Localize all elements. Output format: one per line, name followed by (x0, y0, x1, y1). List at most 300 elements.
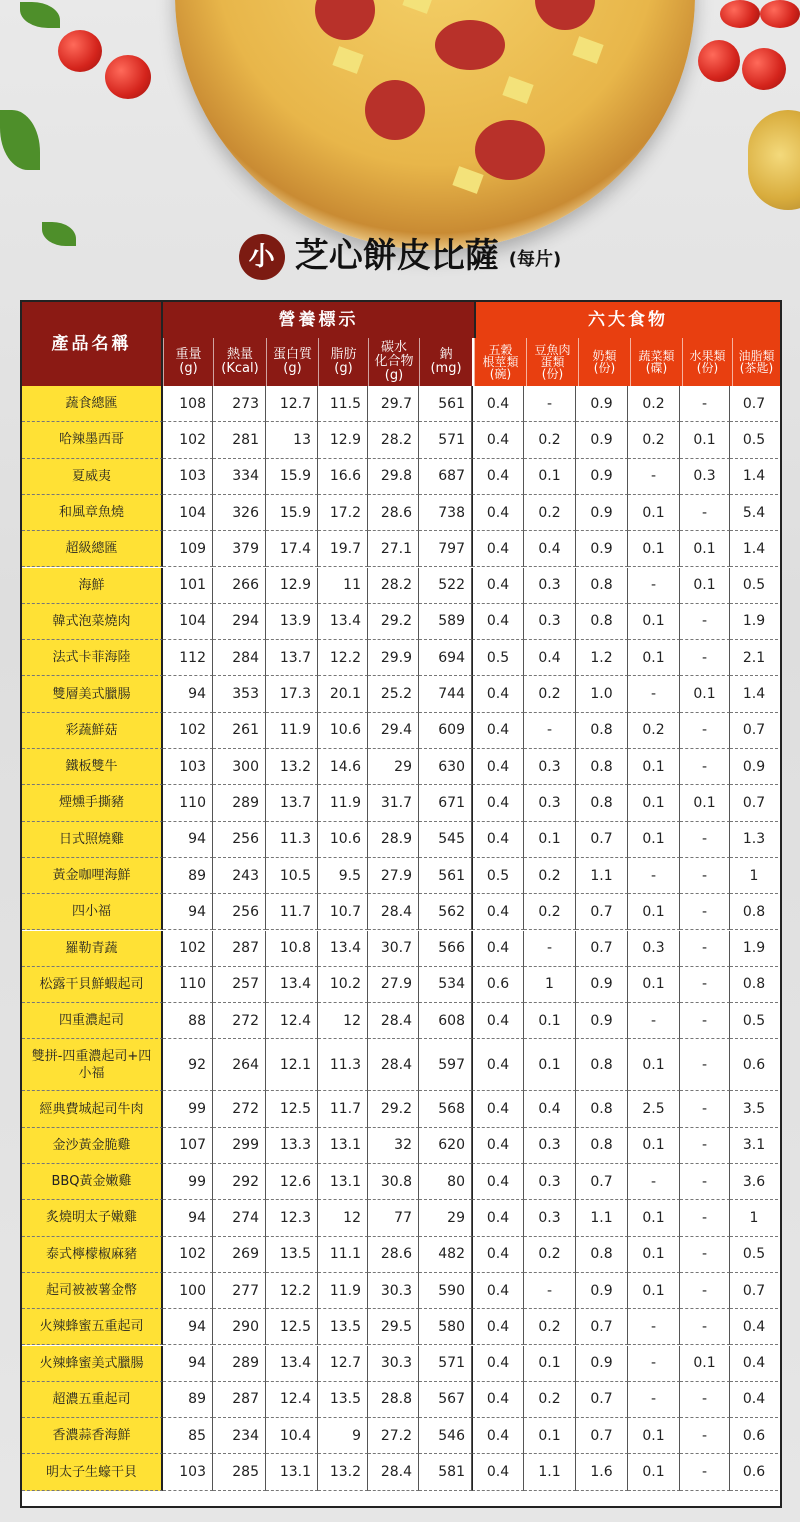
value-cell: 1.6 (576, 1454, 628, 1490)
tomato-image (760, 0, 800, 28)
value-cell: 89 (163, 1382, 213, 1418)
value-cell: 13.4 (318, 604, 368, 640)
product-name-cell: 四小福 (22, 894, 163, 930)
value-cell: 13.2 (318, 1454, 368, 1490)
value-cell: 1.4 (730, 676, 778, 712)
value-cell: 0.4 (472, 931, 524, 967)
value-cell: 0.1 (680, 568, 730, 604)
value-cell: 0.7 (576, 894, 628, 930)
value-cell: 0.4 (472, 531, 524, 567)
value-cell: 0.4 (730, 1309, 778, 1345)
value-cell: 12.7 (318, 1346, 368, 1382)
value-cell: 0.1 (628, 1200, 680, 1236)
value-cell: 257 (213, 967, 266, 1003)
six-food-group-header: 六大食物 (474, 302, 780, 338)
value-cell: 29.4 (368, 713, 419, 749)
value-cell: 3.6 (730, 1164, 778, 1200)
value-cell: 10.7 (318, 894, 368, 930)
value-cell: 15.9 (266, 459, 318, 495)
value-cell: 0.4 (472, 749, 524, 785)
value-cell: 28.4 (368, 1003, 419, 1039)
value-cell: 581 (419, 1454, 472, 1490)
value-cell: 0.8 (576, 1091, 628, 1127)
product-name-cell: 松露干貝鮮蝦起司 (22, 967, 163, 1003)
value-cell: 11.7 (266, 894, 318, 930)
value-cell: 102 (163, 931, 213, 967)
value-cell: - (628, 1003, 680, 1039)
value-cell: 0.2 (524, 1309, 576, 1345)
product-name-cell: 哈辣墨西哥 (22, 422, 163, 458)
value-cell: 0.4 (730, 1382, 778, 1418)
value-cell: 15.9 (266, 495, 318, 531)
value-cell: 2.1 (730, 640, 778, 676)
value-cell: 0.9 (576, 1003, 628, 1039)
column-header (213, 338, 266, 386)
value-cell: 0.3 (680, 459, 730, 495)
value-cell: 590 (419, 1273, 472, 1309)
product-name-cell: 海鮮 (22, 568, 163, 604)
value-cell: 11.3 (266, 822, 318, 858)
value-cell: 0.3 (524, 785, 576, 821)
value-cell: 28.8 (368, 1382, 419, 1418)
table-row (22, 604, 780, 640)
value-cell: 99 (163, 1091, 213, 1127)
value-cell: 545 (419, 822, 472, 858)
value-cell: - (680, 749, 730, 785)
value-cell: - (680, 931, 730, 967)
value-cell: 12.2 (318, 640, 368, 676)
value-cell: 272 (213, 1003, 266, 1039)
value-cell: 285 (213, 1454, 266, 1490)
column-header-line: 鈉 (439, 347, 453, 362)
value-cell: 566 (419, 931, 472, 967)
column-header (163, 338, 213, 386)
value-cell: 0.4 (524, 531, 576, 567)
table-row (22, 1164, 780, 1200)
value-cell: 597 (419, 1039, 472, 1091)
table-row (22, 422, 780, 458)
value-cell: - (680, 1454, 730, 1490)
value-cell: 0.6 (730, 1418, 778, 1454)
column-header-line: 蔬菜類 (638, 349, 675, 363)
value-cell: - (628, 1164, 680, 1200)
value-cell: 28.2 (368, 422, 419, 458)
value-cell: - (680, 1382, 730, 1418)
value-cell: 9 (318, 1418, 368, 1454)
value-cell: 0.6 (472, 967, 524, 1003)
value-cell: 0.6 (730, 1039, 778, 1091)
table-row (22, 931, 780, 967)
value-cell: 277 (213, 1273, 266, 1309)
value-cell: 0.7 (730, 386, 778, 422)
value-cell: 0.2 (524, 676, 576, 712)
value-cell: 0.1 (628, 1418, 680, 1454)
value-cell: 0.1 (524, 822, 576, 858)
value-cell: 94 (163, 1200, 213, 1236)
table-row (22, 1346, 780, 1382)
value-cell: 0.3 (524, 604, 576, 640)
value-cell: 0.3 (524, 749, 576, 785)
value-cell: 0.1 (680, 422, 730, 458)
value-cell: 17.4 (266, 531, 318, 567)
value-cell: 562 (419, 894, 472, 930)
value-cell: 0.4 (472, 713, 524, 749)
basil-leaf-image (0, 110, 40, 170)
column-header-line: 重量 (175, 347, 202, 362)
value-cell: 256 (213, 822, 266, 858)
column-header-line: (g) (334, 361, 353, 376)
value-cell: - (680, 713, 730, 749)
value-cell: 0.4 (472, 1128, 524, 1164)
value-cell: 353 (213, 676, 266, 712)
table-row (22, 1273, 780, 1309)
value-cell: 0.9 (576, 531, 628, 567)
value-cell: 11.9 (318, 785, 368, 821)
value-cell: 0.4 (524, 1091, 576, 1127)
value-cell: 289 (213, 785, 266, 821)
value-cell: 0.2 (524, 495, 576, 531)
value-cell: 12.2 (266, 1273, 318, 1309)
value-cell: 104 (163, 604, 213, 640)
column-header-line: (碗) (489, 367, 512, 381)
column-header-line: 水果類 (689, 349, 726, 363)
value-cell: 1 (524, 967, 576, 1003)
value-cell: 0.1 (628, 967, 680, 1003)
value-cell: 27.9 (368, 967, 419, 1003)
value-cell: 534 (419, 967, 472, 1003)
value-cell: 0.7 (730, 713, 778, 749)
value-cell: - (628, 1346, 680, 1382)
value-cell: 94 (163, 822, 213, 858)
column-header-line: (茶匙) (739, 361, 774, 375)
value-cell: 13.5 (318, 1382, 368, 1418)
product-name-cell: 香濃蒜香海鮮 (22, 1418, 163, 1454)
value-cell: - (680, 1164, 730, 1200)
product-name-cell: 超濃五重起司 (22, 1382, 163, 1418)
value-cell: 281 (213, 422, 266, 458)
value-cell: 29.2 (368, 1091, 419, 1127)
value-cell: 13 (266, 422, 318, 458)
product-name-cell: 蔬食總匯 (22, 386, 163, 422)
value-cell: 25.2 (368, 676, 419, 712)
tomato-image (720, 0, 760, 28)
column-header-line: (g) (283, 361, 302, 376)
value-cell: 1.9 (730, 931, 778, 967)
value-cell: - (680, 858, 730, 894)
basil-leaf-image (20, 2, 60, 28)
value-cell: 671 (419, 785, 472, 821)
value-cell: 12.4 (266, 1382, 318, 1418)
value-cell: 0.4 (472, 386, 524, 422)
value-cell: 1.9 (730, 604, 778, 640)
olive-oil-image (748, 110, 800, 210)
table-row (22, 1309, 780, 1345)
value-cell: 0.1 (628, 604, 680, 640)
value-cell: 0.4 (472, 422, 524, 458)
value-cell: 0.7 (576, 931, 628, 967)
value-cell: 0.1 (524, 459, 576, 495)
value-cell: 102 (163, 422, 213, 458)
value-cell: 256 (213, 894, 266, 930)
value-cell: 687 (419, 459, 472, 495)
value-cell: - (680, 822, 730, 858)
column-header-line: 油脂類 (738, 349, 775, 363)
value-cell: 107 (163, 1128, 213, 1164)
value-cell: 110 (163, 785, 213, 821)
value-cell: 94 (163, 1309, 213, 1345)
column-header-line: (份) (696, 361, 719, 375)
value-cell: 0.7 (576, 822, 628, 858)
product-name-cell: 泰式檸檬椒麻豬 (22, 1237, 163, 1273)
value-cell: 0.4 (472, 459, 524, 495)
value-cell: 0.3 (628, 931, 680, 967)
value-cell: 0.1 (628, 1128, 680, 1164)
value-cell: 1.4 (730, 459, 778, 495)
value-cell: 12 (318, 1200, 368, 1236)
value-cell: 0.9 (576, 1273, 628, 1309)
value-cell: 31.7 (368, 785, 419, 821)
value-cell: 287 (213, 1382, 266, 1418)
value-cell: 561 (419, 386, 472, 422)
value-cell: 94 (163, 894, 213, 930)
value-cell: - (680, 1091, 730, 1127)
value-cell: 1.1 (576, 1200, 628, 1236)
value-cell: 0.8 (576, 1128, 628, 1164)
value-cell: 0.1 (680, 785, 730, 821)
value-cell: 29 (419, 1200, 472, 1236)
product-name-cell: 四重濃起司 (22, 1003, 163, 1039)
product-name-cell: 雙層美式臘腸 (22, 676, 163, 712)
value-cell: 28.6 (368, 495, 419, 531)
value-cell: 1.3 (730, 822, 778, 858)
product-name-cell: 日式照燒雞 (22, 822, 163, 858)
value-cell: 0.3 (524, 1200, 576, 1236)
value-cell: 0.4 (472, 1309, 524, 1345)
value-cell: 294 (213, 604, 266, 640)
value-cell: 0.1 (628, 531, 680, 567)
value-cell: - (680, 604, 730, 640)
value-cell: 0.1 (524, 1418, 576, 1454)
value-cell: 0.1 (628, 1273, 680, 1309)
value-cell: 12.1 (266, 1039, 318, 1091)
value-cell: 589 (419, 604, 472, 640)
value-cell: 27.1 (368, 531, 419, 567)
product-name-header: 產品名稱 (22, 302, 163, 386)
value-cell: - (680, 1200, 730, 1236)
value-cell: 0.4 (472, 1164, 524, 1200)
value-cell: 103 (163, 749, 213, 785)
value-cell: 10.2 (318, 967, 368, 1003)
value-cell: 0.1 (628, 822, 680, 858)
page-title (0, 232, 800, 292)
value-cell: 27.9 (368, 858, 419, 894)
value-cell: - (628, 858, 680, 894)
table-row (22, 1454, 780, 1490)
value-cell: 1.4 (730, 531, 778, 567)
value-cell: 290 (213, 1309, 266, 1345)
column-header-line: 豆魚肉 (534, 343, 571, 357)
value-cell: - (680, 1003, 730, 1039)
table-row (22, 822, 780, 858)
value-cell: 0.6 (730, 1454, 778, 1490)
value-cell: 269 (213, 1237, 266, 1273)
table-row (22, 1091, 780, 1127)
value-cell: 0.8 (576, 1237, 628, 1273)
value-cell: 13.7 (266, 785, 318, 821)
table-row (22, 967, 780, 1003)
value-cell: 0.1 (680, 1346, 730, 1382)
value-cell: 243 (213, 858, 266, 894)
value-cell: 11.9 (318, 1273, 368, 1309)
product-name-cell: 彩蔬鮮菇 (22, 713, 163, 749)
value-cell: 11.5 (318, 386, 368, 422)
value-cell: 103 (163, 1454, 213, 1490)
column-header-line: (mg) (430, 361, 462, 376)
value-cell: 797 (419, 531, 472, 567)
value-cell: 0.1 (628, 1039, 680, 1091)
value-cell: 287 (213, 931, 266, 967)
tomato-image (58, 30, 102, 72)
table-row (22, 1200, 780, 1236)
value-cell: - (680, 1039, 730, 1091)
value-cell: - (680, 495, 730, 531)
table-row (22, 676, 780, 712)
value-cell: 261 (213, 713, 266, 749)
column-header-line: 根莖類 (482, 355, 519, 369)
value-cell: 0.7 (730, 785, 778, 821)
value-cell: 1 (730, 858, 778, 894)
value-cell: 32 (368, 1128, 419, 1164)
table-row (22, 749, 780, 785)
table-row (22, 1039, 780, 1091)
table-row (22, 640, 780, 676)
value-cell: 10.6 (318, 822, 368, 858)
column-header-line: 蛋類 (540, 355, 565, 369)
value-cell: 11.1 (318, 1237, 368, 1273)
value-cell: 9.5 (318, 858, 368, 894)
value-cell: 92 (163, 1039, 213, 1091)
value-cell: 289 (213, 1346, 266, 1382)
table-row (22, 1237, 780, 1273)
value-cell: 12.7 (266, 386, 318, 422)
value-cell: 0.3 (524, 568, 576, 604)
value-cell: 744 (419, 676, 472, 712)
value-cell: - (628, 459, 680, 495)
column-header-line: 蛋白質 (272, 347, 312, 362)
value-cell: 0.1 (680, 531, 730, 567)
value-cell: 1 (730, 1200, 778, 1236)
value-cell: 0.8 (576, 568, 628, 604)
value-cell: 571 (419, 422, 472, 458)
value-cell: 0.4 (472, 1091, 524, 1127)
column-header-line: 化合物 (374, 354, 414, 369)
value-cell: 13.4 (266, 1346, 318, 1382)
value-cell: 0.8 (576, 785, 628, 821)
value-cell: 0.9 (730, 749, 778, 785)
value-cell: 13.4 (318, 931, 368, 967)
table-row (22, 858, 780, 894)
value-cell: 104 (163, 495, 213, 531)
title-text: 芝心餅皮比薩 (294, 236, 499, 276)
nutrition-group-header: 營養標示 (163, 302, 474, 338)
column-header-line: 奶類 (592, 349, 617, 363)
value-cell: 0.4 (472, 495, 524, 531)
column-header (266, 338, 318, 386)
value-cell: - (628, 568, 680, 604)
value-cell: 694 (419, 640, 472, 676)
value-cell: 0.2 (524, 1237, 576, 1273)
value-cell: 0.4 (472, 785, 524, 821)
value-cell: 30.3 (368, 1346, 419, 1382)
value-cell: 108 (163, 386, 213, 422)
product-name-cell: 夏威夷 (22, 459, 163, 495)
value-cell: 0.5 (730, 1003, 778, 1039)
product-name-cell: 和風章魚燒 (22, 495, 163, 531)
value-cell: 0.4 (472, 894, 524, 930)
value-cell: 12.6 (266, 1164, 318, 1200)
value-cell: 0.7 (576, 1164, 628, 1200)
product-name-cell: 黃金咖哩海鮮 (22, 858, 163, 894)
column-header-line: (份) (593, 361, 616, 375)
product-name-cell: 羅勒青蔬 (22, 931, 163, 967)
value-cell: 0.2 (628, 386, 680, 422)
value-cell: 292 (213, 1164, 266, 1200)
value-cell: 12.4 (266, 1003, 318, 1039)
value-cell: 28.2 (368, 568, 419, 604)
value-cell: 0.4 (472, 676, 524, 712)
value-cell: 0.5 (730, 568, 778, 604)
column-header-line: (g) (179, 361, 198, 376)
value-cell: 12 (318, 1003, 368, 1039)
value-cell: 0.4 (472, 1200, 524, 1236)
value-cell: 0.4 (472, 1454, 524, 1490)
value-cell: 0.5 (472, 858, 524, 894)
value-cell: 103 (163, 459, 213, 495)
table-row (22, 459, 780, 495)
column-header (526, 338, 578, 386)
value-cell: 80 (419, 1164, 472, 1200)
value-cell: 0.1 (628, 495, 680, 531)
value-cell: 546 (419, 1418, 472, 1454)
value-cell: - (680, 894, 730, 930)
value-cell: 3.5 (730, 1091, 778, 1127)
product-name-cell: 超級總匯 (22, 531, 163, 567)
value-cell: 0.1 (524, 1039, 576, 1091)
product-name-cell: 法式卡菲海陸 (22, 640, 163, 676)
value-cell: 12.5 (266, 1309, 318, 1345)
value-cell: 29 (368, 749, 419, 785)
value-cell: 30.3 (368, 1273, 419, 1309)
value-cell: 11.9 (266, 713, 318, 749)
table-row (22, 1382, 780, 1418)
value-cell: 0.3 (524, 1164, 576, 1200)
value-cell: 0.4 (472, 1346, 524, 1382)
table-row (22, 785, 780, 821)
tomato-image (105, 55, 151, 99)
value-cell: 0.7 (730, 1273, 778, 1309)
value-cell: 0.5 (472, 640, 524, 676)
value-cell: 0.1 (628, 640, 680, 676)
tomato-image (742, 48, 786, 90)
product-name-cell: 金沙黃金脆雞 (22, 1128, 163, 1164)
value-cell: 379 (213, 531, 266, 567)
value-cell: - (680, 1273, 730, 1309)
value-cell: 0.1 (628, 894, 680, 930)
value-cell: 20.1 (318, 676, 368, 712)
value-cell: 0.7 (576, 1418, 628, 1454)
value-cell: 522 (419, 568, 472, 604)
value-cell: 99 (163, 1164, 213, 1200)
